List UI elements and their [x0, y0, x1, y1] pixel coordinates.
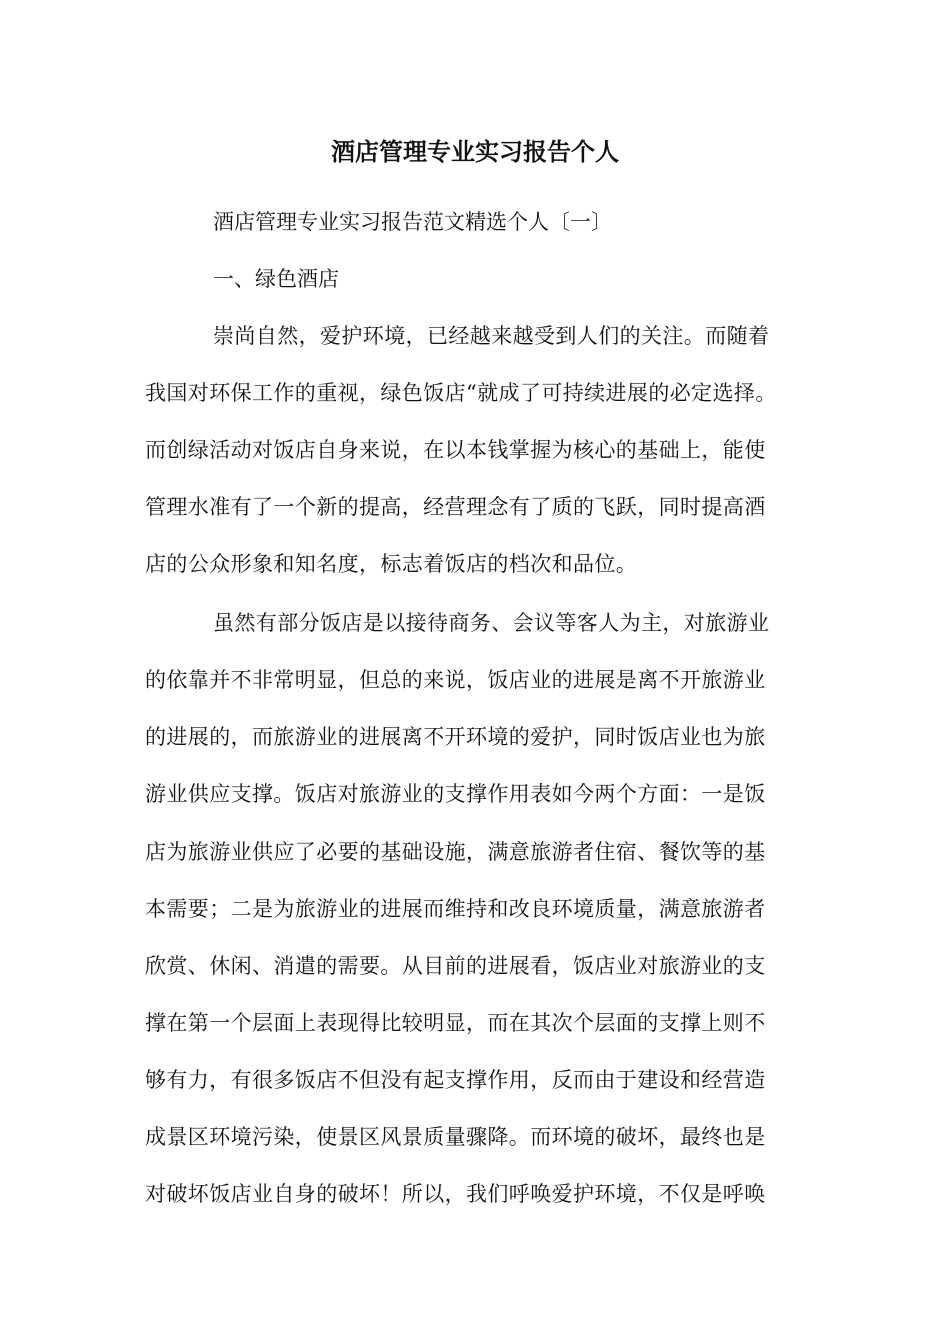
- paragraph-line: 管理水准有了一个新的提高，经营理念有了质的飞跃，同时提高酒: [145, 495, 766, 519]
- document-subtitle: 酒店管理专业实习报告范文精选个人〔一〕: [213, 210, 612, 234]
- paragraph-line: 店为旅游业供应了必要的基础设施，满意旅游者住宿、餐饮等的基: [145, 840, 766, 864]
- paragraph-line: 的依靠并不非常明显，但总的来说，饭店业的进展是离不开旅游业: [145, 668, 766, 692]
- paragraph-line: 店的公众形象和知名度，标志着饭店的档次和品位。: [145, 552, 638, 576]
- paragraph-line: 的进展的，而旅游业的进展离不开环境的爱护，同时饭店业也为旅: [145, 725, 766, 749]
- paragraph-line: 虽然有部分饭店是以接待商务、会议等客人为主，对旅游业: [213, 611, 770, 635]
- document-title: 酒店管理专业实习报告个人: [331, 137, 619, 166]
- paragraph-line: 成景区环境污染，使景区风景质量骤降。而环境的破坏，最终也是: [145, 1125, 766, 1149]
- section-heading: 一、绿色酒店: [213, 267, 339, 291]
- paragraph-line: 够有力，有很多饭店不但没有起支撑作用，反而由于建设和经营造: [145, 1068, 766, 1092]
- paragraph-line: 本需要；二是为旅游业的进展而维持和改良环境质量，满意旅游者: [145, 897, 766, 921]
- paragraph-line: 欣赏、休闲、消遣的需要。从目前的进展看，饭店业对旅游业的支: [145, 954, 766, 978]
- paragraph-line: 崇尚自然，爱护环境，已经越来越受到人们的关注。而随着: [213, 324, 770, 348]
- paragraph-line: 而创绿活动对饭店自身来说，在以本钱掌握为核心的基础上，能使: [145, 438, 766, 462]
- paragraph-line: 我国对环保工作的重视，绿色饭店“就成了可持续进展的必定选择。: [145, 381, 777, 405]
- paragraph-line: 对破坏饭店业自身的破坏！所以，我们呼唤爱护环境，不仅是呼唤: [145, 1182, 766, 1206]
- paragraph-line: 撑在第一个层面上表现得比较明显，而在其次个层面的支撑上则不: [145, 1011, 766, 1035]
- paragraph-line: 游业供应支撑。饭店对旅游业的支撑作用表如今两个方面：一是饭: [145, 782, 766, 806]
